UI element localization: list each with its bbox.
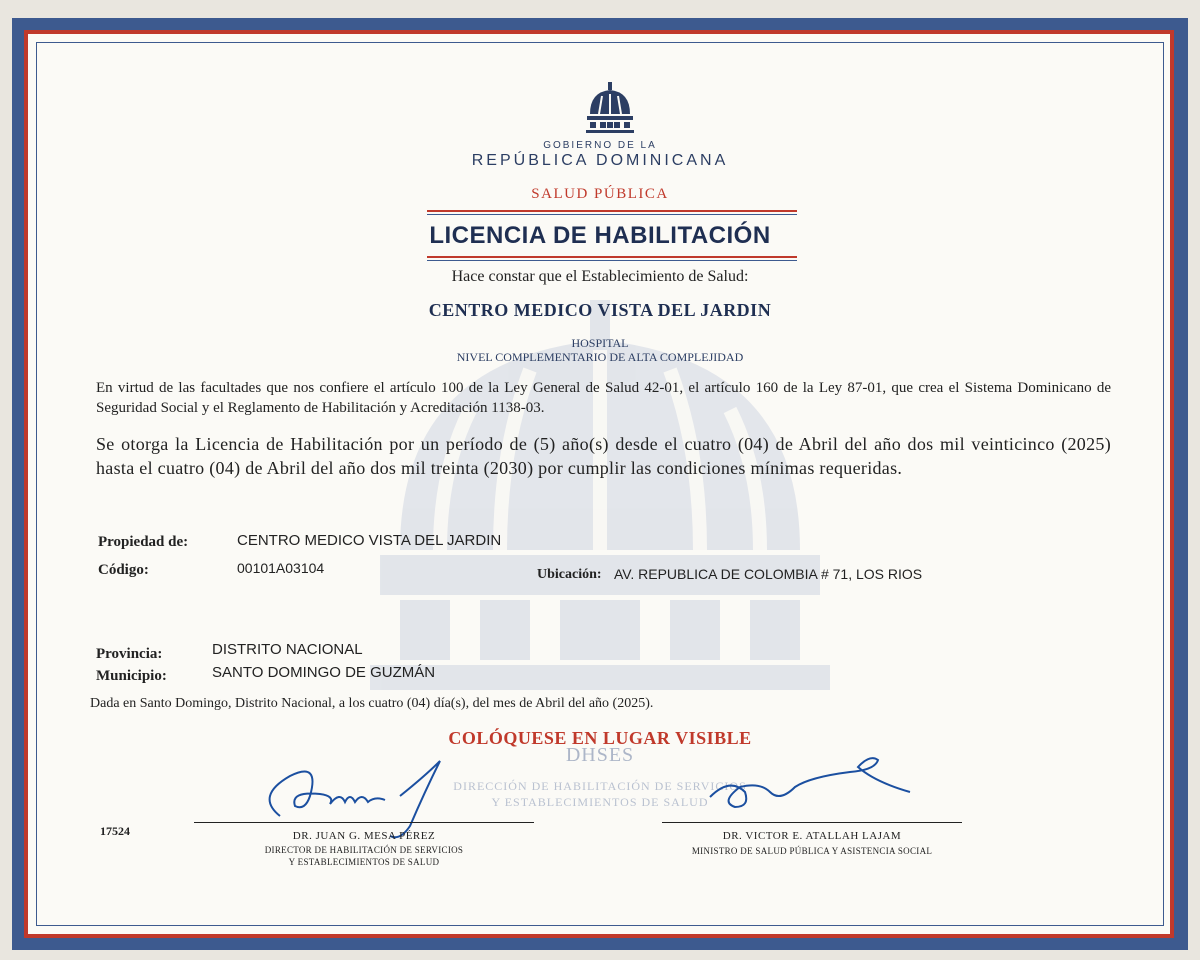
- province-label: Provincia:: [96, 646, 163, 662]
- province-value: DISTRITO NACIONAL: [212, 641, 363, 658]
- intro-text: Hace constar que el Establecimiento de Salud:: [451, 268, 749, 285]
- establishment-type: HOSPITAL: [571, 336, 629, 350]
- signer2-role: MINISTRO DE SALUD PÚBLICA Y ASISTENCIA SOCIAL: [691, 846, 933, 856]
- location-label: Ubicación:: [537, 567, 602, 582]
- owner-value: CENTRO MEDICO VISTA DEL JARDIN: [237, 532, 502, 549]
- stamp-acronym: DHSES: [565, 744, 635, 766]
- document-title: LICENCIA DE HABILITACIÓN: [429, 222, 771, 249]
- signer2-name: DR. VICTOR E. ATALLAH LAJAM: [722, 830, 902, 842]
- blue-rule-top: [427, 214, 797, 215]
- location-value: AV. REPUBLICA DE COLOMBIA # 71, LOS RIOS: [614, 566, 923, 582]
- signer1-role-line1: DIRECTOR DE HABILITACIÓN DE SERVICIOS: [264, 845, 464, 855]
- grant-paragraph: Se otorga la Licencia de Habilitación por un período de (5) año(s) desde el cuatro (04) de Abril del año dos mil veinticinco (2025) hasta el cuatro (04) de Abril del año dos mil treinta (2030) por cumplir las condiciones mínimas requeridas.: [96, 434, 1111, 478]
- government-line-country: REPÚBLICA DOMINICANA: [471, 152, 729, 169]
- dome-logo-icon: [582, 80, 638, 136]
- stamp-line-1: DIRECCIÓN DE HABILITACIÓN DE SERVICIOS: [453, 779, 747, 793]
- display-notice: COLÓQUESE EN LUGAR VISIBLE: [448, 728, 752, 748]
- legal-paragraph: En virtud de las facultades que nos confiere el artículo 100 de la Ley General de Salud 42-01, el artículo 160 de la Ley 87-01, que crea el Sistema Dominicano de Seguridad Social y el Reglamento de Habilitación y Acreditación 1138-03.: [96, 380, 1111, 416]
- owner-label: Propiedad de:: [98, 534, 189, 550]
- blue-rule-bottom: [427, 260, 797, 261]
- signer1-role-line2: Y ESTABLECIMIENTOS DE SALUD: [288, 857, 440, 867]
- signature-minister: [700, 752, 930, 822]
- establishment-name: CENTRO MEDICO VISTA DEL JARDIN: [428, 300, 772, 320]
- municipality-label: Municipio:: [96, 668, 167, 684]
- stamp-line-2: Y ESTABLECIMIENTOS DE SALUD: [491, 795, 709, 809]
- code-value: 00101A03104: [237, 560, 325, 576]
- ministry-name: SALUD PÚBLICA: [531, 186, 669, 202]
- red-rule-top: [427, 210, 797, 212]
- signature-line-right: [662, 822, 962, 823]
- issue-statement: Dada en Santo Domingo, Distrito Nacional, a los cuatro (04) día(s), del mes de Abril del año (2025).: [90, 696, 654, 711]
- code-label: Código:: [98, 562, 149, 578]
- government-line-small: GOBIERNO DE LA: [543, 140, 657, 151]
- red-rule-bottom: [427, 256, 797, 258]
- signer1-name: DR. JUAN G. MESA PÉREZ: [292, 830, 436, 842]
- establishment-level: NIVEL COMPLEMENTARIO DE ALTA COMPLEJIDAD: [456, 350, 744, 364]
- signature-line-left: [194, 822, 534, 823]
- certificate-number: 17524: [100, 824, 130, 838]
- municipality-value: SANTO DOMINGO DE GUZMÁN: [212, 664, 436, 681]
